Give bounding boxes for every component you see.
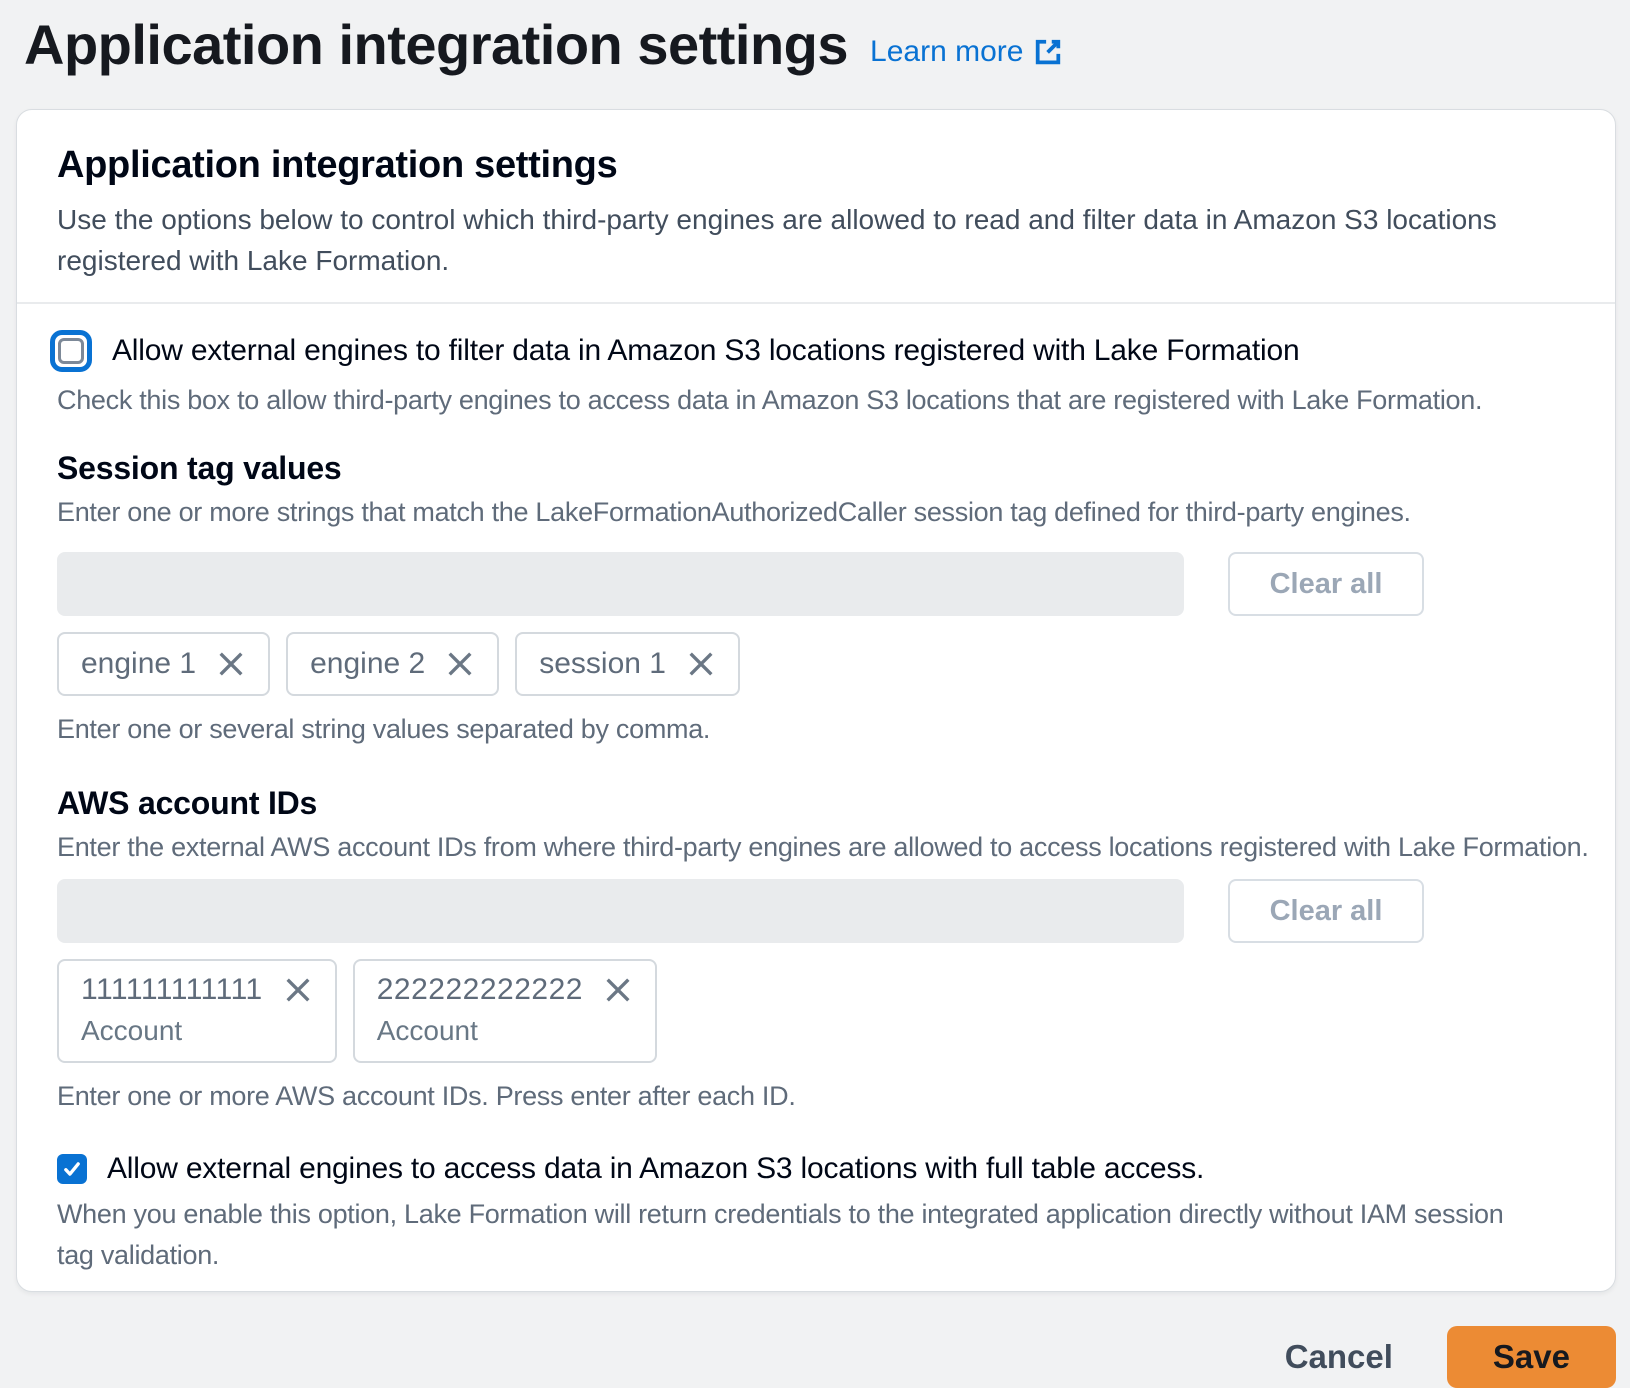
full-access-checkbox-row [57,1152,1575,1186]
aws-account-ids-field [57,785,1589,1112]
session-tag-values-field [57,450,1575,745]
filter-engines-checkbox-row [57,330,1575,372]
learn-more-label: Learn more [870,34,1024,68]
filter-engines-checkbox-description: Check this box to allow third-party engines to access data in Amazon S3 locations that are registered with Lake Formation. [57,384,1483,415]
session-tag-values-label: Session tag values [57,450,342,487]
token-dismiss-icon[interactable] [686,649,716,679]
checkmark-icon [61,1158,83,1180]
panel-title: Application integration settings [57,144,618,186]
session-tag-token [515,632,740,696]
panel-body [17,304,1615,1292]
account-ids-clear-all-button[interactable]: Clear all [1228,879,1424,943]
full-access-checkbox[interactable] [57,1154,87,1184]
panel-header [17,110,1615,304]
session-tags-clear-all-button[interactable]: Clear all [1228,552,1424,616]
filter-engines-checkbox-label: Allow external engines to filter data in Amazon S3 locations registered with Lake Formation [112,333,1300,367]
account-id-token-group [57,959,1575,1063]
session-tag-token-group [57,632,1575,696]
token-type-label: Account [376,1015,478,1047]
session-tag-values-description: Enter one or more strings that match the LakeFormationAuthorizedCaller session tag defined for third-party engines. [57,497,1411,528]
token-value: 111111111111 [81,973,263,1007]
session-tag-token [286,632,499,696]
token-label: engine 1 [81,647,197,681]
token-type-label: Account [81,1015,183,1047]
token-dismiss-icon[interactable] [445,649,475,679]
token-dismiss-icon[interactable] [283,975,313,1005]
session-tag-token [57,632,270,696]
page-header [0,0,1630,77]
aws-account-ids-input[interactable] [57,879,1184,943]
aws-account-ids-label: AWS account IDs [57,785,318,822]
page-title: Application integration settings [24,13,849,76]
full-access-checkbox-label: Allow external engines to access data in Amazon S3 locations with full table access. [107,1152,1205,1186]
session-tags-constraint: Enter one or several string values separated by comma. [57,714,711,745]
external-link-icon [1033,37,1063,67]
application-integration-settings-panel [16,109,1616,1292]
save-button[interactable]: Save [1447,1326,1616,1388]
form-actions [0,1326,1616,1388]
token-label: session 1 [539,647,666,681]
token-dismiss-icon[interactable] [603,975,633,1005]
checkbox-unchecked-icon [58,338,84,364]
token-value: 222222222222 [376,973,583,1007]
filter-engines-checkbox[interactable] [50,330,92,372]
account-id-token [57,959,337,1063]
cancel-button[interactable]: Cancel [1284,1338,1393,1376]
session-tag-values-input[interactable] [57,552,1184,616]
token-label: engine 2 [310,647,426,681]
full-access-checkbox-description: When you enable this option, Lake Formation will return credentials to the integrated application directly without IAM session tag validation. [57,1199,1504,1270]
aws-account-ids-description: Enter the external AWS account IDs from where third-party engines are allowed to access locations registered with Lake Formation. [57,832,1589,863]
learn-more-link[interactable] [870,35,1063,69]
panel-description: Use the options below to control which third-party engines are allowed to read and filter data in Amazon S3 locations registered with Lake Formation. [57,204,1497,277]
account-id-token [353,959,657,1063]
account-ids-constraint: Enter one or more AWS account IDs. Press enter after each ID. [57,1081,796,1112]
token-dismiss-icon[interactable] [216,649,246,679]
